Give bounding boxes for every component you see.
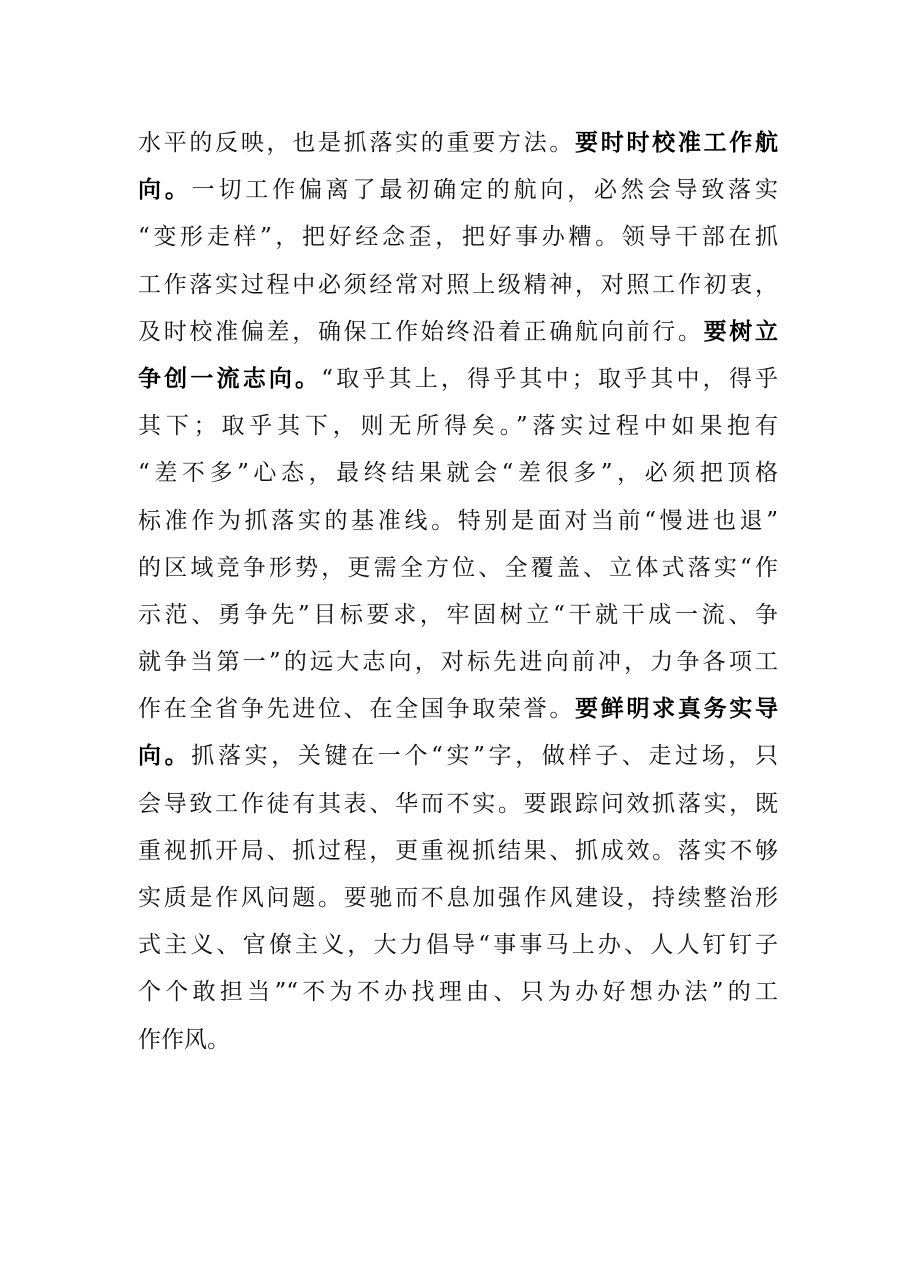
- text-line: [138, 120, 778, 167]
- body-text: 就争当第一”的远大志向，对标先进向前冲，力争各项工: [138, 649, 778, 676]
- bold-heading-phrase: 争创一流志向。: [138, 365, 322, 392]
- body-text: 水平的反映，也是抓落实的重要方法。: [138, 130, 576, 156]
- text-line: [138, 686, 778, 733]
- body-text: 作在全省争先进位、在全国争取荣誉。: [138, 696, 576, 723]
- text-line: [138, 922, 778, 969]
- text-line: [138, 262, 778, 309]
- body-text: 其下；取乎其下，则无所得矣。”落实过程中如果抱有: [138, 413, 778, 440]
- text-line: [138, 403, 778, 450]
- text-line: [138, 545, 778, 592]
- body-text: 实质是作风问题。要驰而不息加强作风建设，持续整治形: [138, 885, 778, 911]
- body-text: 标准作为抓落实的基准线。特别是面对当前“慢进也退”: [138, 507, 778, 534]
- body-text: 的区域竞争形势，更需全方位、全覆盖、立体式落实“作: [138, 554, 778, 581]
- body-text: 式主义、官僚主义，大力倡导“事事马上办、人人钉钉子: [138, 932, 778, 959]
- text-line: [138, 309, 778, 356]
- text-line: [138, 167, 778, 214]
- body-text: 示范、勇争先”目标要求，牢固树立“干就干成一流、争: [138, 601, 778, 628]
- text-line: [138, 639, 778, 686]
- body-paragraph: [138, 120, 778, 1064]
- bold-heading-phrase: 要鲜明求真务实导: [575, 696, 779, 723]
- bold-heading-phrase: 向。: [138, 743, 192, 770]
- body-text: 个个敢担当”“不为不办找理由、只为办好想办法”的工: [138, 979, 778, 1006]
- body-text: 抓落实，关键在一个“实”字，做样子、走过场，只: [191, 743, 778, 770]
- bold-heading-phrase: 向。: [138, 177, 192, 204]
- text-line: [138, 781, 778, 828]
- text-line: [138, 498, 778, 545]
- body-text: 工作落实过程中必须经常对照上级精神，对照工作初衷，: [138, 271, 778, 298]
- text-line: [138, 592, 778, 639]
- bold-heading-phrase: 要树立: [703, 318, 779, 345]
- body-text: 重视抓开局、抓过程，更重视抓结果、抓成效。落实不够: [138, 837, 778, 864]
- text-line: [138, 356, 778, 403]
- text-line: [138, 828, 778, 875]
- bold-heading-phrase: 要时时校准工作航: [575, 130, 779, 156]
- text-line: [138, 875, 778, 922]
- text-line: [138, 733, 778, 780]
- body-text: “取乎其上，得乎其中；取乎其中，得乎: [321, 365, 779, 392]
- body-text: “变形走样”，把好经念歪，把好事办糟。领导干部在抓: [138, 224, 778, 251]
- text-line: [138, 969, 778, 1016]
- body-text: 及时校准偏差，确保工作始终沿着正确航向前行。: [138, 318, 704, 345]
- body-text: 会导致工作徒有其表、华而不实。要跟踪问效抓落实，既: [138, 790, 778, 817]
- text-line: [138, 450, 778, 497]
- text-line: [138, 214, 778, 261]
- text-line: [138, 1017, 778, 1064]
- body-text: 一切工作偏离了最初确定的航向，必然会导致落实: [191, 177, 779, 204]
- body-text: 作作风。: [138, 1026, 230, 1053]
- body-text: “差不多”心态，最终结果就会“差很多”，必须把顶格: [138, 460, 778, 487]
